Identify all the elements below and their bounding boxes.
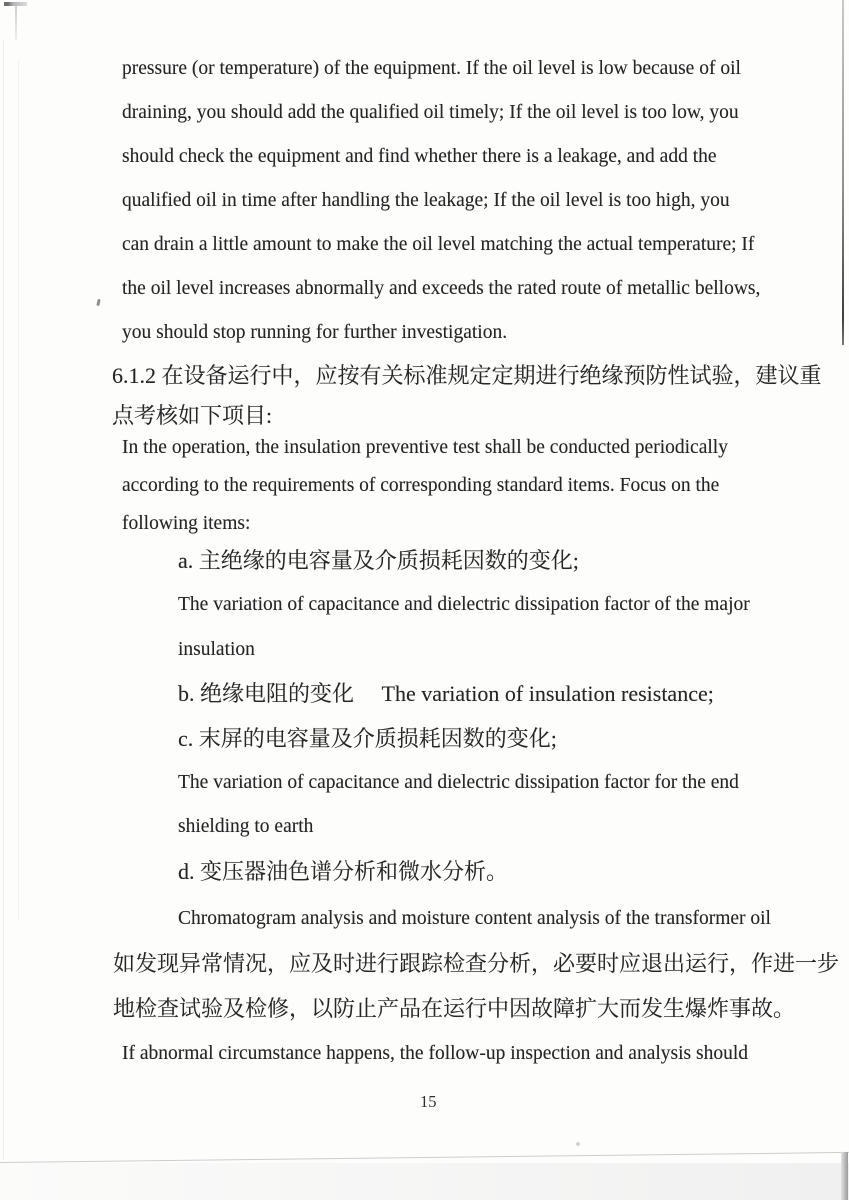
- text-line: If abnormal circumstance happens, the follow-up inspection and analysis should: [122, 1043, 748, 1064]
- paragraph-chromatogram: [113, 896, 839, 1076]
- text-line: should check the equipment and find whether there is a leakage, and add the: [122, 146, 717, 167]
- text-line: according to the requirements of corresponding standard items. Focus on the: [122, 475, 720, 496]
- list-item-c-translation: The variation of capacitance and dielectric dissipation factor for the end: [178, 772, 739, 794]
- list-item-a-translation: insulation: [178, 638, 255, 660]
- scan-bottom-right-edge: [841, 1152, 848, 1200]
- text-line: can drain a little amount to make the oil level matching the actual temperature; If: [122, 234, 755, 255]
- text-line: you should stop running for further investigation.: [122, 322, 508, 343]
- text-line: 点考核如下项目:: [112, 403, 273, 428]
- text-line: Chromatogram analysis and moisture content analysis of the transformer oil: [178, 908, 771, 929]
- scan-page-bottom-edge: [0, 1152, 849, 1163]
- text-line: pressure (or temperature) of the equipment. If the oil level is low because of oil: [122, 58, 741, 79]
- text-line: the oil level increases abnormally and exceeds the rated route of metallic bellows,: [122, 278, 761, 299]
- text-line: 地检查试验及检修，以防止产品在运行中因故障扩大而发生爆炸事故。: [113, 996, 796, 1021]
- items-list: [178, 539, 750, 894]
- scan-right-edge-line: [842, 0, 844, 345]
- list-item-b: b. 绝缘电阻的变化 The variation of insulation resistance;: [178, 681, 714, 707]
- list-item-d: d. 变压器油色谱分析和微水分析。: [178, 858, 509, 884]
- text-line: In the operation, the insulation preventive test shall be conducted periodically: [122, 437, 728, 458]
- list-item-c-translation: shielding to earth: [178, 816, 314, 838]
- scan-left-edge-line: [3, 40, 4, 1160]
- text-line: 6.1.2 在设备运行中，应按有关标准规定定期进行绝缘预防性试验，建议重: [112, 363, 822, 388]
- text-line: draining, you should add the qualified oil timely; If the oil level is too low, you: [122, 102, 739, 123]
- scan-bottom-shadow: [0, 1163, 849, 1200]
- paragraph-operation: [122, 429, 728, 543]
- page-number: 15: [420, 1092, 437, 1111]
- text-line: following items:: [122, 513, 251, 534]
- list-item-a: a. 主绝缘的电容量及介质损耗因数的变化;: [178, 548, 579, 573]
- list-item-a-translation: The variation of capacitance and dielectric dissipation factor of the major: [178, 594, 750, 616]
- scan-left-fold-line: [18, 60, 19, 920]
- scan-speck: [96, 299, 100, 306]
- scan-corner-mark-vertical: [15, 6, 17, 40]
- text-line: qualified oil in time after handling the leakage; If the oil level is too high, you: [122, 190, 730, 211]
- list-item-c: c. 末屏的电容量及介质损耗因数的变化;: [178, 725, 557, 751]
- heading-6-1-2: [112, 356, 822, 436]
- paragraph-oil-level: [122, 47, 760, 355]
- scan-speck: [576, 1142, 580, 1146]
- text-line: 如发现异常情况，应及时进行跟踪检查分析，必要时应退出运行，作进一步: [113, 951, 840, 976]
